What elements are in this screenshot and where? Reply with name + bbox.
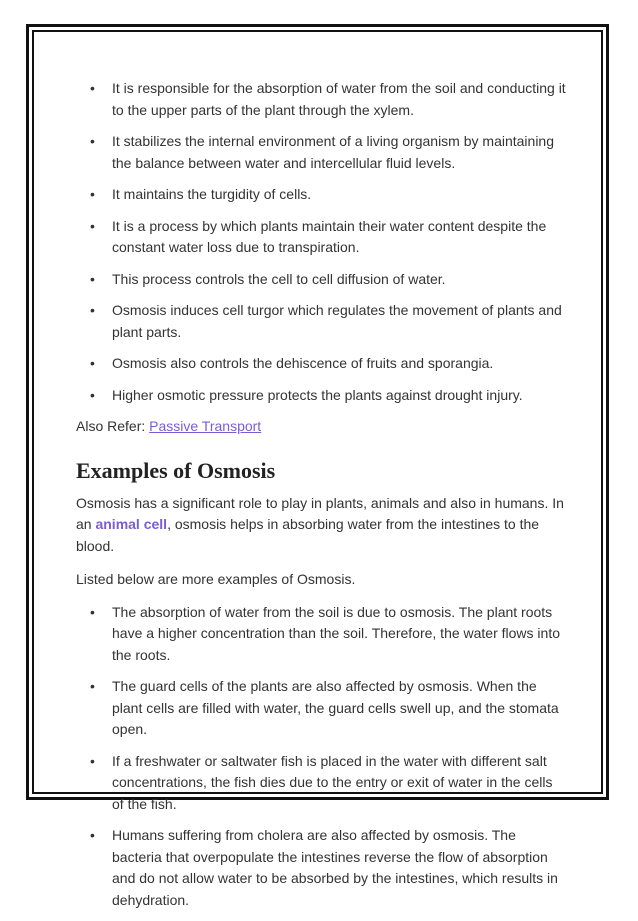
list-item: • The guard cells of the plants are also affected by osmosis. When the plant cells are filled with water, the guard cells swell up, and the stomata open. <box>90 678 559 737</box>
bullet-icon: • <box>90 270 95 287</box>
list-item: • The absorption of water from the soil is due to osmosis. The plant roots have a higher concentration than the soil. Therefore, the water flows into the roots. <box>90 603 561 663</box>
list-item: • It is a process by which plants maintain their water content despite the constant water loss due to transpiration. <box>90 217 547 255</box>
bullet-icon: • <box>90 827 95 843</box>
list-item: • It stabilizes the internal environment of a living organism by maintaining the balance between water and intercellular fluid levels. <box>90 133 555 171</box>
bullet-icon: • <box>90 80 95 96</box>
bullet-icon: • <box>90 678 95 694</box>
bullet-icon: • <box>90 355 95 371</box>
bullet-icon: • <box>90 133 95 149</box>
list-item: • It is responsible for the absorption of water from the soil and conducting it to the upper parts of the plant through the xylem. <box>90 80 566 118</box>
osmosis-importance-list <box>76 78 566 406</box>
listed-below-text: Listed below are more examples of Osmosis. <box>76 571 356 587</box>
bullet-icon: • <box>90 217 95 234</box>
also-refer: Also Refer: Passive Transport <box>76 418 262 434</box>
list-item: • This process controls the cell to cell diffusion of water. <box>76 269 566 291</box>
animal-cell-link[interactable]: animal cell <box>95 516 168 532</box>
list-item: • Higher osmotic pressure protects the plants against drought injury. <box>76 385 566 407</box>
passive-transport-link[interactable]: Passive Transport <box>149 418 262 434</box>
bullet-icon: • <box>90 386 95 403</box>
section-heading: Examples of Osmosis <box>76 457 276 483</box>
list-item: • It maintains the turgidity of cells. <box>76 184 566 206</box>
bullet-icon: • <box>90 186 95 202</box>
list-item: • If a freshwater or saltwater fish is placed in the water with different salt concentrations, the fish dies due to the entry or exit of water in the cells of the fish. <box>90 752 553 812</box>
osmosis-examples-list <box>76 602 566 912</box>
document-body <box>76 78 566 921</box>
list-item: • Humans suffering from cholera are also affected by osmosis. The bacteria that overpopulate the intestines reverse the flow of absorption and do not allow water to be absorbed by the intestines, which results in dehydration. <box>90 827 558 908</box>
intro-paragraph: Osmosis has a significant role to play in plants, animals and also in humans. In an animal cell, osmosis helps in absorbing water from the intestines to the blood. <box>76 494 564 554</box>
bullet-icon: • <box>90 302 95 318</box>
bullet-icon: • <box>90 603 95 620</box>
bullet-icon: • <box>90 752 95 769</box>
list-item: • Osmosis induces cell turgor which regulates the movement of plants and plant parts. <box>90 302 562 340</box>
list-item: • Osmosis also controls the dehiscence of fruits and sporangia. <box>76 353 566 375</box>
